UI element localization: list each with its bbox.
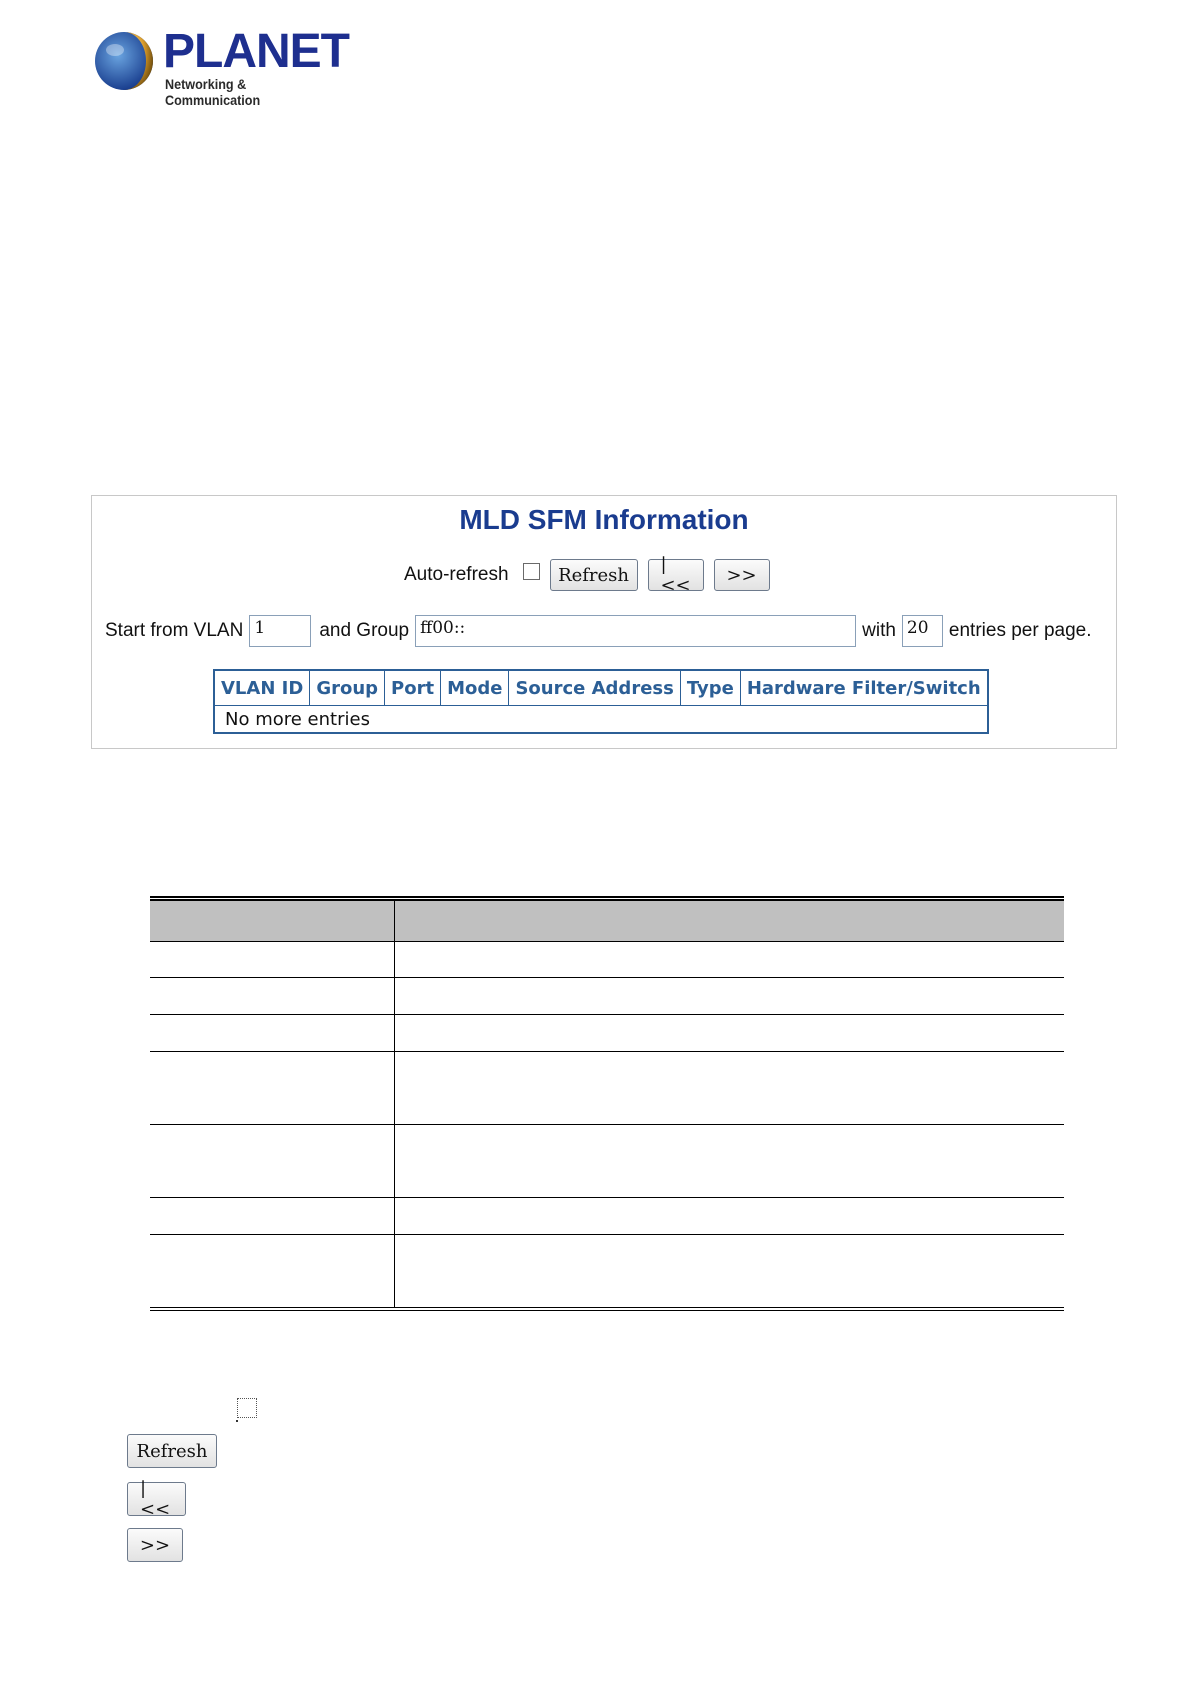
table-row [214, 706, 988, 734]
next-page-button[interactable]: >> [714, 559, 770, 591]
sfm-table [213, 669, 989, 734]
table-row [150, 1015, 1064, 1052]
table-row [150, 978, 1064, 1015]
planet-logo [93, 25, 353, 108]
col-hardware-filter: Hardware Filter/Switch [740, 670, 987, 706]
col-group: Group [310, 670, 385, 706]
col-port: Port [385, 670, 441, 706]
group-input[interactable]: ff00:: [415, 615, 856, 647]
legend-marker [236, 1420, 238, 1422]
col-mode: Mode [441, 670, 509, 706]
empty-message: No more entries [225, 708, 370, 730]
entries-input[interactable]: 20 [902, 615, 943, 647]
description-header-object [150, 899, 395, 942]
mld-sfm-panel [91, 495, 1117, 749]
table-header-row [214, 670, 988, 706]
col-source-address: Source Address [509, 670, 680, 706]
description-header-row [150, 899, 1064, 942]
start-from-vlan-label: Start from VLAN [105, 620, 244, 641]
entries-per-page-label: entries per page. [948, 620, 1092, 641]
auto-refresh-label: Auto-refresh [404, 564, 509, 585]
table-row [150, 1052, 1064, 1125]
table-row [150, 942, 1064, 978]
table-row [150, 1125, 1064, 1198]
col-type: Type [680, 670, 740, 706]
first-page-button[interactable]: |<< [648, 559, 704, 591]
refresh-button[interactable]: Refresh [550, 559, 638, 591]
auto-refresh-checkbox-legend[interactable] [237, 1398, 257, 1418]
description-header-description [395, 899, 1065, 942]
brand-tagline: Networking & Communication [165, 76, 261, 108]
vlan-input[interactable]: 1 [249, 615, 311, 647]
page-title: MLD SFM Information [459, 504, 749, 535]
table-row [150, 1198, 1064, 1235]
globe-logo-icon [93, 30, 155, 92]
next-page-button-legend[interactable]: >> [127, 1528, 183, 1562]
col-vlan-id: VLAN ID [214, 670, 310, 706]
auto-refresh-checkbox[interactable] [523, 563, 540, 580]
first-page-button-legend[interactable]: |<< [127, 1482, 186, 1516]
table-row [150, 1235, 1064, 1309]
with-label: with [862, 620, 896, 641]
refresh-button-legend[interactable]: Refresh [127, 1434, 217, 1468]
and-group-label: and Group [319, 620, 410, 641]
description-table [150, 896, 1064, 1311]
brand-name: PLANET [163, 25, 349, 78]
toolbar [404, 554, 770, 596]
filter-row [105, 614, 1092, 648]
